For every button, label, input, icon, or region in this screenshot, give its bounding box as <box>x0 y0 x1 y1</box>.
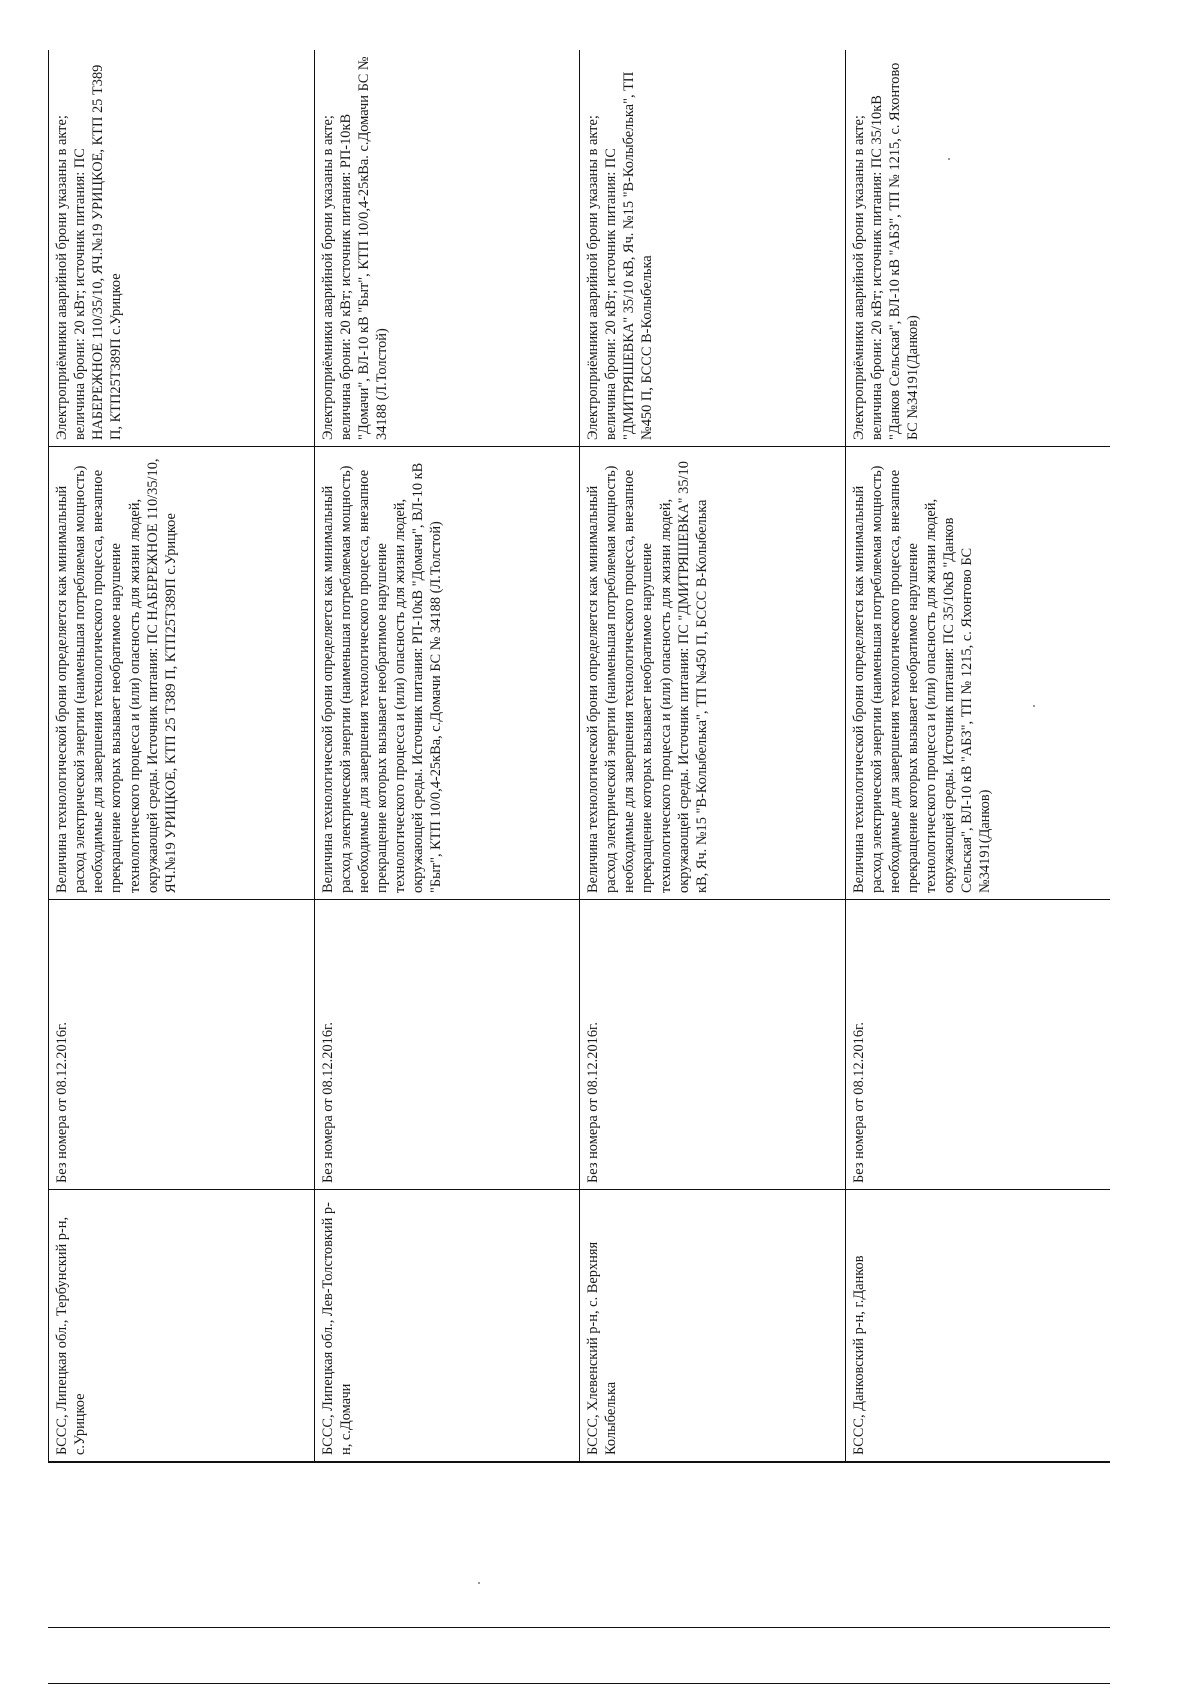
document-cell: Без номера от 08.12.2016г. <box>314 900 580 1190</box>
technological-reserve-cell: Величина технологической брони определяется как минимальный расход электрической энергии (наименьшая потребляемая мощность) необходимые для завершения технологического процесса, внезапное прекращение которых вызывает необратимое нарушение технологического процесса и (или) опасность для жизни людей, окружающей среды. Источник питания: РП-10кВ "Домачи", ВЛ-10 кВ "Быт", КТП 10/0,4-25кВа, с.Домачи БС № 34188 (Л.Толстой) <box>314 447 580 900</box>
emergency-reserve-cell: Электроприёмники аварийной брони указаны в акте; величина брони: 20 кВт; источник питания: РП-10кВ "Домачи", ВЛ-10 кВ "Быт", КТП 10/0,4-25кВа. с.Домачи БС № 34188 (Л.Толстой) <box>314 50 580 447</box>
location-cell: БССС, Данковский р-н, г.Данков <box>845 1190 1110 1462</box>
technological-reserve-cell: Величина технологической брони определяется как минимальный расход электрической энергии (наименьшая потребляемая мощность) необходимые для завершения технологического процесса, внезапное прекращение которых вызывает необратимое нарушение технологического процесса и (или) опасность для жизни людей, окружающей среды. Источник питания: ПС "ДМИТРЯШЕВКА" 35/10 кВ, Яч. №15 "В-Колыбелька", ТП №450 П, БССС В-Колыбелька <box>580 447 846 900</box>
scan-speck <box>1033 705 1035 707</box>
technological-reserve-cell: Величина технологической брони определяется как минимальный расход электрической энергии (наименьшая потребляемая мощность) необходимые для завершения технологического процесса, внезапное прекращение которых вызывает необратимое нарушение технологического процесса и (или) опасность для жизни людей, окружающей среды. Источник питания: ПС НАБЕРЕЖНОЕ 110/35/10, ЯЧ.№19 УРИЦКОЕ, КТП 25 Т389 П, КТП25Т389П с.Урицкое <box>49 447 315 900</box>
scan-speck <box>478 1582 480 1584</box>
reserve-table <box>48 50 1110 1462</box>
divider-line <box>48 1627 1110 1628</box>
divider-line <box>48 1462 1110 1463</box>
location-cell: БССС, Липецкая обл., Лев-Толстовкий р-н, с.Домачи <box>314 1190 580 1462</box>
location-cell: БССС, Липецкая обл., Тербунский р-н, с.Урицкое <box>49 1190 315 1462</box>
table-row <box>314 50 580 1462</box>
technological-reserve-cell: Величина технологической брони определяется как минимальный расход электрической энергии (наименьшая потребляемая мощность) необходимые для завершения технологического процесса, внезапное прекращение которых вызывает необратимое нарушение технологического процесса и (или) опасность для жизни людей, окружающей среды. Источник питания: ПС 35/10кВ "Данков Сельская", ВЛ-10 кВ "АБЗ", ТП № 1215, с. Яхонтово БС №34191(Данков) <box>845 447 1110 900</box>
table-row <box>49 50 315 1462</box>
location-cell: БССС, Хлевенский р-н, с. Верхняя Колыбелька <box>580 1190 846 1462</box>
table-row <box>580 50 846 1462</box>
table-row <box>845 50 1110 1462</box>
emergency-reserve-cell: Электроприёмники аварийной брони указаны в акте; величина брони: 20 кВт; источник питания: ПС НАБЕРЕЖНОЕ 110/35/10, ЯЧ.№19 УРИЦКОЕ, КТП 25 Т389 П, КТП25Т389П с.Урицкое <box>49 50 315 447</box>
document-cell: Без номера от 08.12.2016г. <box>49 900 315 1190</box>
rotated-table-container <box>48 50 1110 1462</box>
scan-speck <box>948 158 950 160</box>
table-region <box>48 50 1110 1462</box>
emergency-reserve-cell: Электроприёмники аварийной брони указаны в акте; величина брони: 20 кВт; источник питания: ПС 35/10кВ "Данков Сельская", ВЛ-10 кВ "АБЗ", ТП № 1215, с. Яхонтово БС №34191(Данков) <box>845 50 1110 447</box>
document-cell: Без номера от 08.12.2016г. <box>845 900 1110 1190</box>
emergency-reserve-cell: Электроприёмники аварийной брони указаны в акте; величина брони: 20 кВт; источник питания: ПС "ДМИТРЯШЕВКА" 35/10 кВ, Яч. №15 "В-Колыбелька", ТП №450 П, БССС В-Колыбелька <box>580 50 846 447</box>
document-cell: Без номера от 08.12.2016г. <box>580 900 846 1190</box>
divider-line <box>48 1683 1110 1684</box>
